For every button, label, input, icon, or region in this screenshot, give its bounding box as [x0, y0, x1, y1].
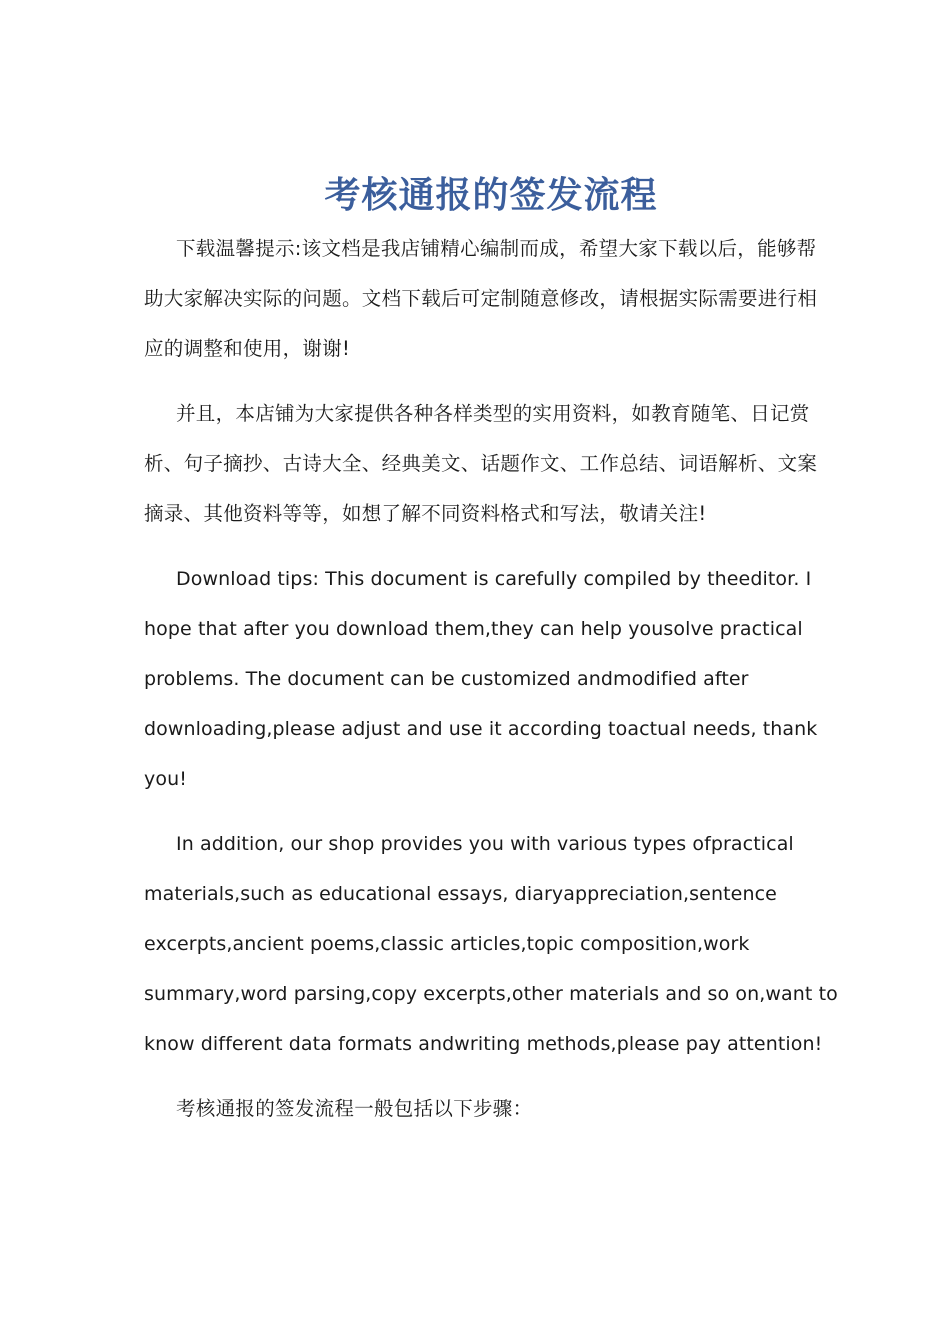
text-line: 摘录、其他资料等等，如想了解不同资料格式和写法，敬请关注!: [144, 502, 707, 525]
text-line: problems. The document can be customized andmodified after: [144, 668, 749, 690]
text-line: 下载温馨提示:该文档是我店铺精心编制而成，希望大家下载以后，能够帮: [176, 237, 817, 260]
text-line: 析、句子摘抄、古诗大全、经典美文、话题作文、工作总结、词语解析、文案: [144, 452, 818, 475]
text-line: excerpts,ancient poems,classic articles,topic composition,work: [144, 933, 750, 955]
paragraph-shop-note-en: [144, 819, 838, 1069]
text-line: know different data formats andwriting methods,please pay attention!: [144, 1033, 823, 1055]
text-line: 应的调整和使用，谢谢!: [144, 337, 351, 360]
text-line: summary,word parsing,copy excerpts,other materials and so on,want to: [144, 983, 838, 1005]
paragraph-process-intro: [144, 1084, 806, 1134]
text-line: 助大家解决实际的问题。文档下载后可定制随意修改，请根据实际需要进行相: [144, 287, 818, 310]
paragraph-shop-note-zh: [144, 389, 818, 539]
paragraph-download-tip-en: [144, 554, 818, 804]
document-title: 考核通报的签发流程: [324, 175, 658, 217]
text-line: you!: [144, 768, 187, 790]
text-line: 考核通报的签发流程一般包括以下步骤：: [176, 1097, 533, 1120]
text-line: In addition, our shop provides you with various types ofpractical: [176, 833, 794, 855]
paragraph-download-tip-zh: [144, 224, 818, 374]
text-line: materials,such as educational essays, diaryappreciation,sentence: [144, 883, 777, 905]
text-line: Download tips: This document is carefully compiled by theeditor. I: [176, 568, 812, 590]
text-line: downloading,please adjust and use it according toactual needs, thank: [144, 718, 818, 740]
text-line: 并且，本店铺为大家提供各种各样类型的实用资料，如教育随笔、日记赏: [176, 402, 810, 425]
text-line: hope that after you download them,they can help yousolve practical: [144, 618, 803, 640]
